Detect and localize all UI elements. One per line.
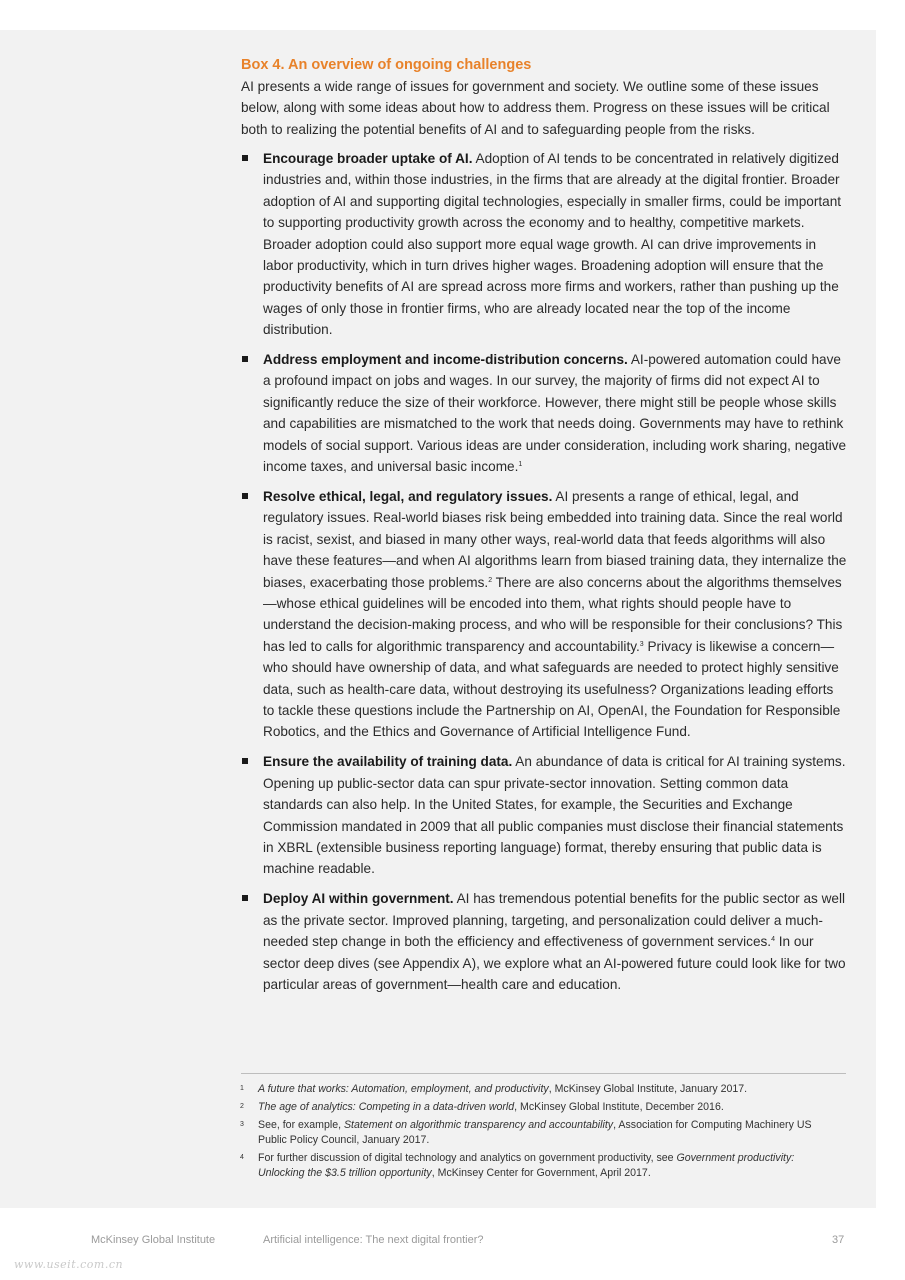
footnote-item <box>240 1100 840 1115</box>
footnote-ref[interactable]: 3 <box>639 640 644 648</box>
challenge-text: Privacy is likewise a concern—who should have ownership of data, and what safeguards are needed to protect highly sensitive data, such as health-care data, without destroying its usefulness? Organizations leading efforts to tackle these questions include the Partnership on AI, OpenAI, the Foundation for Responsible Robotics, and the Ethics and Governance of Artificial Intelligence Fund. <box>263 638 841 740</box>
footnote-item <box>240 1082 840 1097</box>
challenge-text: Adoption of AI tends to be concentrated in relatively digitized industries and, within those industries, in the firms that are already at the digital frontier. Broader adoption of AI and supporting digital technologies, especially in smaller firms, could be important to supporting productivity growth across the economy and to healthy, competitive markets. Broader adoption could also support more equal wage growth. AI can drive improvements in labor productivity, which in turn drives higher wages. Broadening adoption will ensure that the productivity benefits of AI are spread across more firms and workers, rather than pushing up the wages of only those in frontier firms, who are already located near the top of the income distribution. <box>263 150 842 338</box>
challenge-text: In our sector deep dives (see Appendix A), we explore what an AI-powered future could look like for two particular areas of government—health care and education. <box>263 934 846 992</box>
footnote-divider <box>241 1073 846 1074</box>
challenge-heading: Address employment and income-distribution concerns. <box>263 352 628 368</box>
footnote-number: 1 <box>240 1085 244 1092</box>
footnote-source-detail: , McKinsey Global Institute, December 2016. <box>514 1101 724 1113</box>
challenge-text: AI-powered automation could have a profound impact on jobs and wages. In our survey, the majority of firms did not expect AI to significantly reduce the size of their workforce. However, there might still be people whose skills and capabilities are mismatched to the work that needs doing. Governments may have to rethink models of social support. Various ideas are under consideration, including work sharing, negative income taxes, and universal basic income. <box>263 352 847 475</box>
challenges-box <box>241 55 847 1004</box>
square-bullet-icon <box>242 493 248 499</box>
footnote-source-title: The age of analytics: Competing in a data-driven world <box>258 1101 515 1113</box>
footnote-source-title: Government productivity: Unlocking the $3.5 trillion opportunity <box>258 1152 795 1179</box>
watermark: www.useit.com.cn <box>14 1258 124 1271</box>
challenge-item-government <box>241 888 847 995</box>
challenge-text: AI has tremendous potential benefits for the public sector as well as the private sector. Improved planning, targeting, and personalization could deliver a much-needed step change in both the efficiency and effectiveness of government services. <box>263 891 845 950</box>
footnote-item <box>240 1151 840 1181</box>
footnote-source-detail: , McKinsey Global Institute, January 2017. <box>548 1083 748 1095</box>
challenge-item-uptake <box>241 148 847 341</box>
footnotes <box>240 1082 840 1184</box>
challenge-item-employment <box>241 349 847 477</box>
footnote-source-title: A future that works: Automation, employment, and productivity <box>258 1083 549 1095</box>
challenge-heading: Ensure the availability of training data. <box>263 754 513 770</box>
challenge-list <box>241 148 847 995</box>
footer-organization: McKinsey Global Institute <box>91 1234 216 1246</box>
challenge-text: AI presents a range of ethical, legal, and regulatory issues. Real-world biases risk being embedded into training data. Since the real world is racist, sexist, and biased in many other ways, real-world data that feeds algorithms will also have these features—and when AI algorithms learn from biased training data, they internalize the biases, exacerbating those problems. <box>263 488 847 590</box>
footnote-prefix: For further discussion of digital technology and analytics on government productivity, see <box>258 1152 677 1164</box>
box-title: Box 4. An overview of ongoing challenges <box>241 57 532 73</box>
footer-report-title: Artificial intelligence: The next digital frontier? <box>263 1234 484 1246</box>
challenge-heading: Resolve ethical, legal, and regulatory issues. <box>263 488 553 504</box>
page-number: 37 <box>832 1234 845 1246</box>
challenge-item-training-data <box>241 751 847 879</box>
challenge-text: There are also concerns about the algorithms themselves—whose ethical guidelines will be encoded into them, what rights should people have to understand the decision-making process, and who will be responsible for their conclusions? This has led to calls for algorithmic transparency and accountability. <box>263 574 843 654</box>
square-bullet-icon <box>242 895 248 901</box>
footnote-prefix: See, for example, <box>258 1119 344 1131</box>
footnote-source-detail: , Association for Computing Machinery US Public Policy Council, January 2017. <box>258 1119 812 1146</box>
challenge-heading: Encourage broader uptake of AI. <box>263 150 473 166</box>
square-bullet-icon <box>242 356 248 362</box>
footnote-ref[interactable]: 4 <box>771 936 775 944</box>
footnote-source-title: Statement on algorithmic transparency and accountability <box>343 1119 614 1131</box>
footnote-ref[interactable]: 2 <box>488 576 493 584</box>
challenge-text: An abundance of data is critical for AI training systems. Opening up public-sector data can spur private-sector innovation. Setting common data standards can also help. In the United States, for example, the Securities and Exchange Commission mandated in 2009 that all public companies must disclose their financial statements in XBRL (extensible business reporting language) format, thereby ensuring that public data is machine readable. <box>263 754 846 877</box>
footnote-item <box>240 1118 840 1148</box>
challenge-heading: Deploy AI within government. <box>263 891 454 907</box>
footnote-number: 4 <box>240 1154 244 1161</box>
footnote-ref[interactable]: 1 <box>518 461 523 469</box>
square-bullet-icon <box>242 155 248 161</box>
footnote-number: 2 <box>240 1103 244 1110</box>
footnote-source-detail: , McKinsey Center for Government, April 2017. <box>431 1167 651 1179</box>
square-bullet-icon <box>242 758 248 764</box>
box-intro: AI presents a wide range of issues for government and society. We outline some of these issues below, along with some ideas about how to address them. Progress on these issues will be critical both to realizing the potential benefits of AI and to safeguarding people from the risks. <box>241 79 830 137</box>
footnote-number: 3 <box>240 1121 244 1128</box>
challenge-item-ethics <box>241 486 847 743</box>
